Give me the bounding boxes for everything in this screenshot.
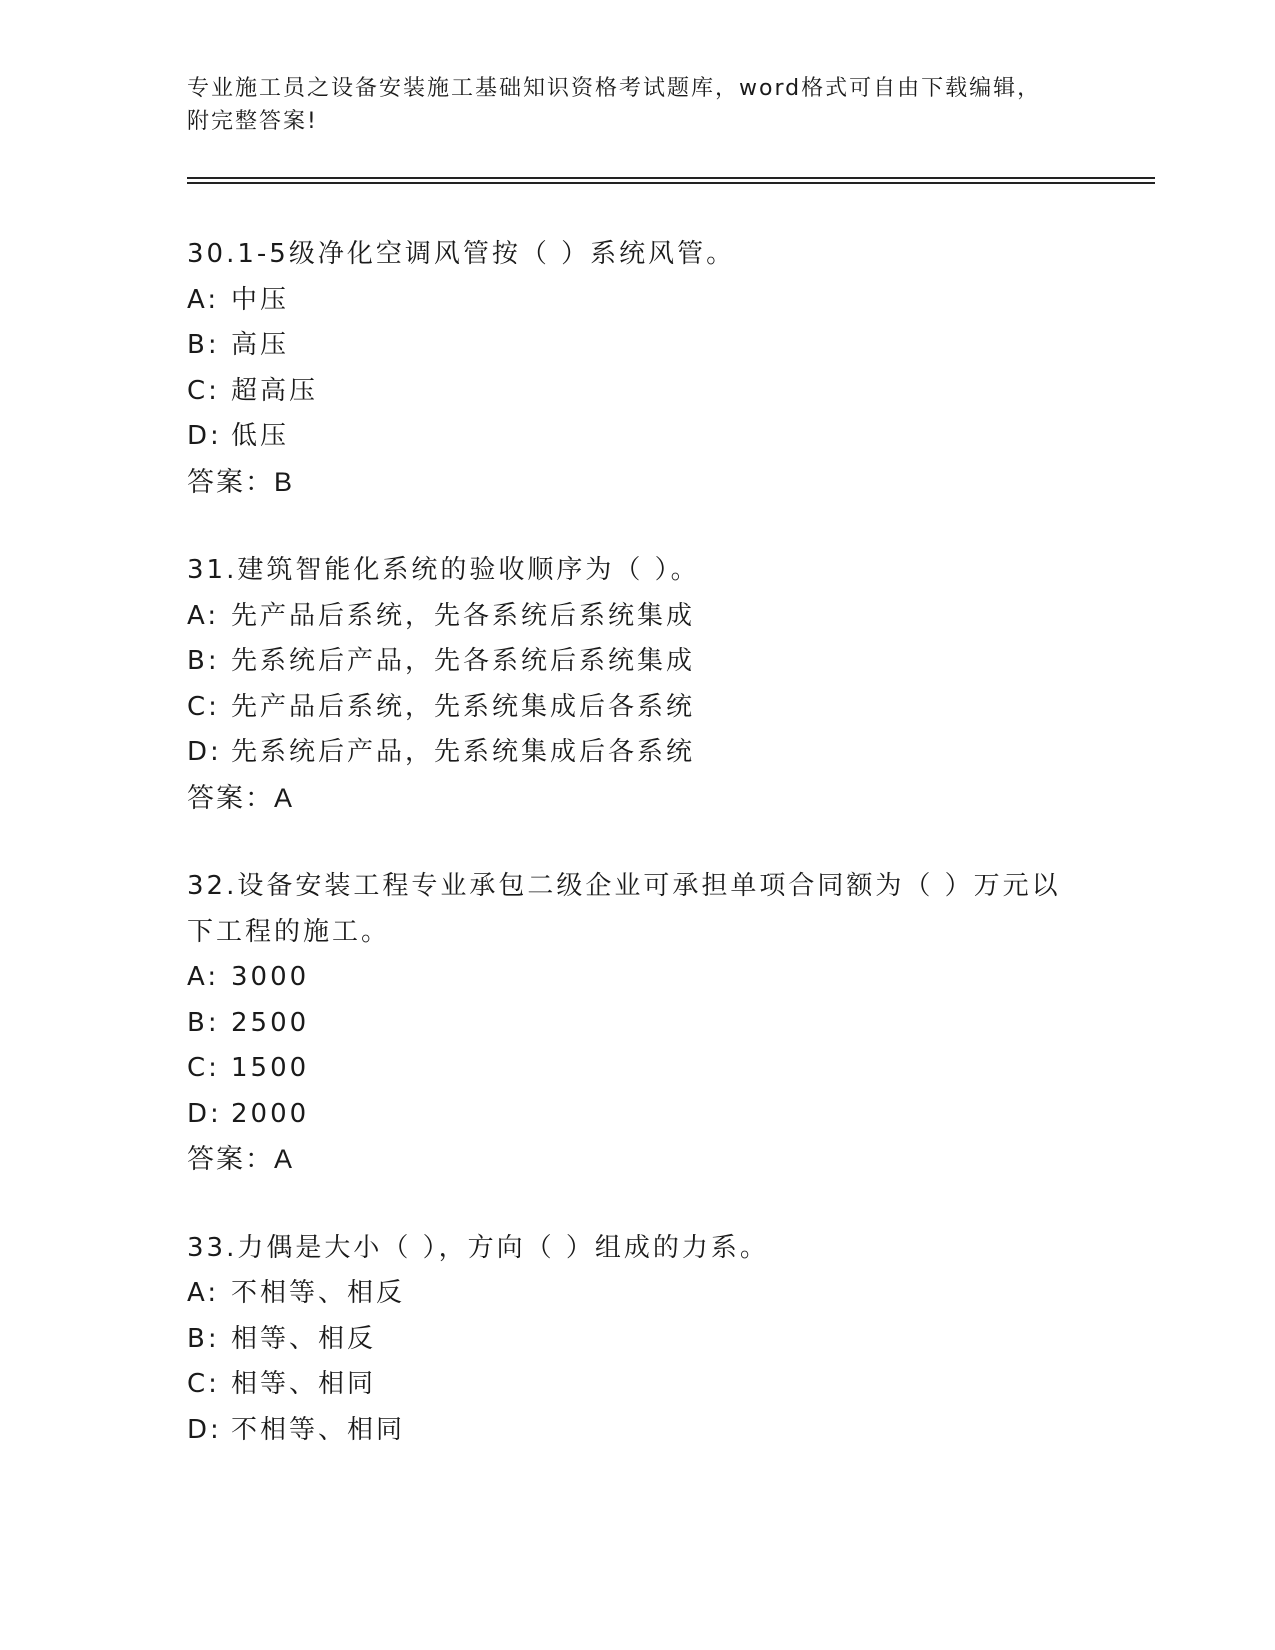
header-line-2: 附完整答案! [187, 109, 318, 134]
header-divider-bottom [187, 182, 1155, 184]
option-c [187, 369, 1087, 415]
option-text: 1500 [231, 1053, 310, 1083]
option-text: 超高压 [231, 375, 319, 406]
option-d [187, 730, 1087, 776]
option-text: 先系统后产品，先系统集成后各系统 [231, 737, 696, 767]
option-a [187, 594, 1087, 640]
option-text: 2000 [231, 1098, 310, 1129]
option-letter: C: [187, 691, 220, 722]
option-letter: A: [187, 600, 220, 631]
question-stem: 31.建筑智能化系统的验收顺序为（ ）。 [187, 555, 700, 585]
option-letter: A: [187, 284, 220, 315]
answer-line: 答案：A [187, 782, 295, 813]
option-b [187, 323, 1087, 369]
option-b [187, 639, 1087, 685]
option-letter: B: [187, 1323, 220, 1354]
option-letter: D: [187, 737, 222, 767]
option-text: 高压 [231, 330, 290, 360]
option-c [187, 1046, 1087, 1092]
option-text: 先产品后系统，先系统集成后各系统 [231, 691, 696, 722]
option-text: 3000 [231, 962, 310, 992]
question-33 [187, 1226, 1087, 1454]
option-b [187, 1001, 1087, 1047]
question-stem: 32.设备安装工程专业承包二级企业可承担单项合同额为（ ）万元以下工程的施工。 [187, 871, 1061, 947]
option-text: 先产品后系统，先各系统后系统集成 [231, 600, 696, 631]
option-letter: A: [187, 962, 220, 992]
option-b [187, 1317, 1087, 1363]
option-letter: C: [187, 1053, 220, 1083]
header-line-1: 专业施工员之设备安装施工基础知识资格考试题库，word格式可自由下载编辑， [187, 76, 1042, 101]
option-a [187, 955, 1087, 1001]
option-d [187, 1092, 1087, 1138]
option-letter: B: [187, 646, 220, 676]
option-text: 2500 [231, 1007, 310, 1038]
option-a [187, 1271, 1087, 1317]
option-letter: B: [187, 1007, 220, 1038]
option-text: 低压 [231, 421, 290, 451]
option-letter: D: [187, 1098, 222, 1129]
option-text: 中压 [231, 284, 290, 315]
header-divider-top [187, 177, 1155, 179]
option-letter: A: [187, 1278, 220, 1308]
option-text: 先系统后产品，先各系统后系统集成 [231, 646, 696, 676]
option-text: 不相等、相反 [231, 1278, 406, 1308]
question-30 [187, 232, 1087, 505]
question-stem: 33.力偶是大小（ ），方向（ ）组成的力系。 [187, 1232, 769, 1263]
question-31 [187, 548, 1087, 821]
document-header [187, 72, 1067, 138]
option-a [187, 278, 1087, 324]
option-letter: B: [187, 330, 220, 360]
option-letter: C: [187, 1369, 220, 1399]
option-c [187, 685, 1087, 731]
option-text: 相等、相反 [231, 1323, 377, 1354]
option-letter: C: [187, 375, 220, 406]
option-text: 不相等、相同 [231, 1414, 406, 1445]
question-stem: 30.1-5级净化空调风管按（ ）系统风管。 [187, 239, 736, 269]
question-32 [187, 864, 1087, 1183]
answer-line: 答案：B [187, 466, 295, 497]
answer-line: 答案：A [187, 1144, 295, 1174]
option-text: 相等、相同 [231, 1369, 377, 1399]
question-list [187, 232, 1087, 1496]
option-d [187, 1408, 1087, 1454]
option-letter: D: [187, 1414, 222, 1445]
option-c [187, 1362, 1087, 1408]
option-d [187, 414, 1087, 460]
option-letter: D: [187, 421, 222, 451]
